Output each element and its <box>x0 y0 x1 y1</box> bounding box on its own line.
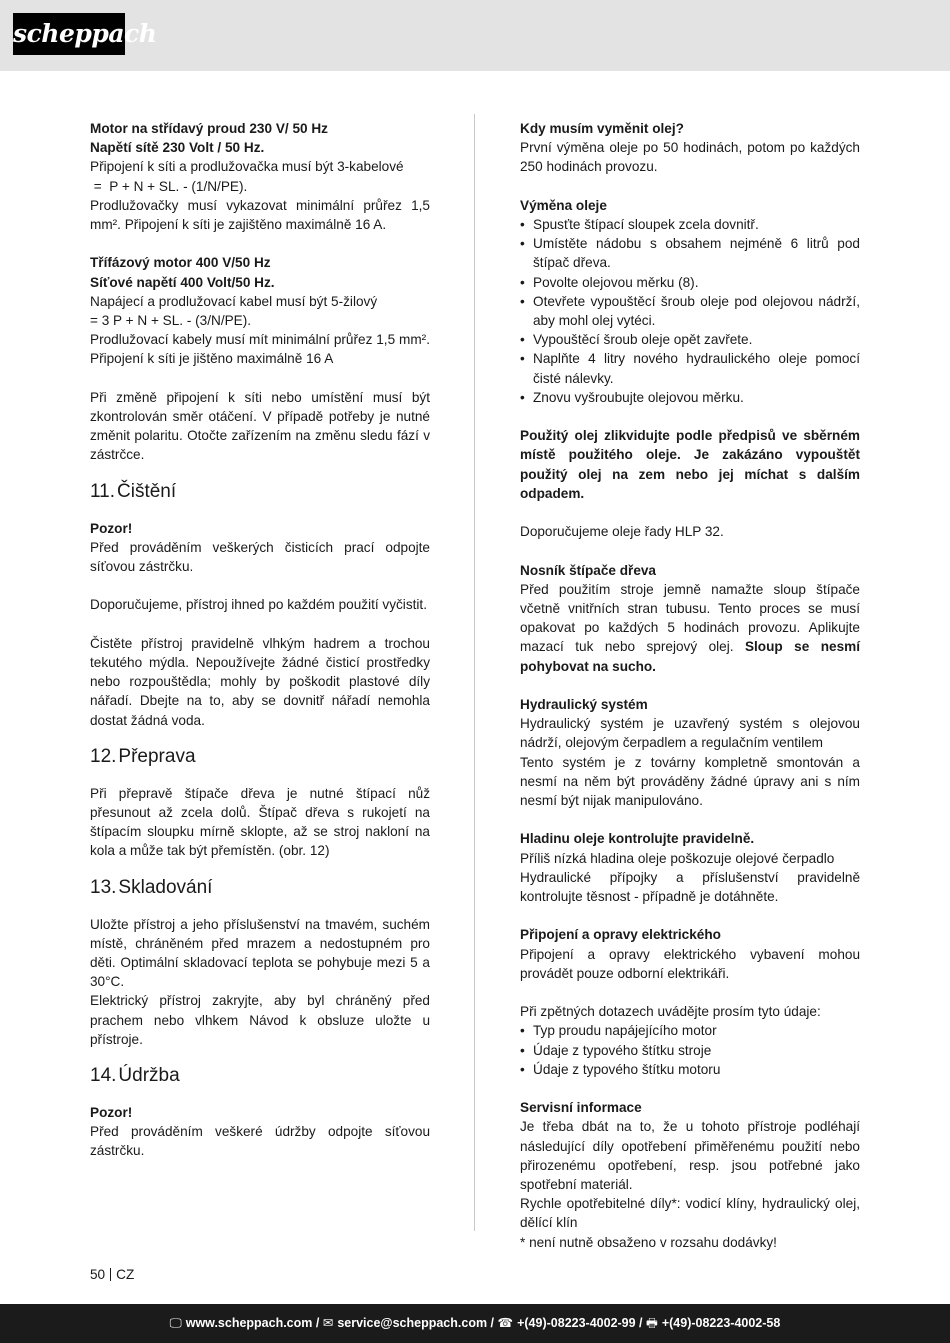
footer-email[interactable]: service@scheppach.com / <box>337 1316 495 1330</box>
paragraph: * není nutně obsaženo v rozsahu dodávky! <box>520 1234 777 1250</box>
paragraph: Čistěte přístroj pravidelně vlhkým hadrem a trochou tekutého mýdla. Nepoužívejte žádné čisticí prostředky nebo rozpouštědla; mohly by poškodit plastové díly nářadí. Dbejte na to, aby se dovnitř nářadí nemohla dostat žádná voda. <box>90 635 430 728</box>
paragraph <box>520 580 860 676</box>
page-separator <box>110 1268 111 1281</box>
section-number: 14. <box>90 1065 117 1087</box>
section-title: Údržba <box>118 1065 180 1087</box>
motor-3ph-line: = 3 P + N + SL. - (3/N/PE). <box>90 313 252 329</box>
polarity-text: Při změně připojení k síti nebo umístění musí být zkontrolován směr otáčení. V případě potřeby je nutné změnit polaritu. Otočte zařízením na změnu sledu fází v zástrčce. <box>90 389 430 463</box>
page-number-value: 50 <box>90 1267 106 1282</box>
motor-ac-line: Prodlužovačky musí vykazovat minimální průřez 1,5 mm². Připojení k síti je zajištěno maximálně 16 A. <box>90 197 430 233</box>
page-number <box>90 1265 134 1284</box>
paragraph: První výměna oleje po 50 hodinách, potom po každých 250 hodinách provozu. <box>520 140 860 175</box>
oil-change-title: Výměna oleje <box>520 197 607 213</box>
oil-change-steps <box>520 215 860 407</box>
paragraph: Uložte přístroj a jeho příslušenství na tmavém, suchém místě, chráněném před mrazem a nedostupném pro děti. Optimální skladovací teplota se pohybuje mezi 5 a 30°C. <box>90 916 430 990</box>
motor-3ph-line: Napájecí a prodlužovací kabel musí být 5-žilový <box>90 293 378 309</box>
paragraph: Tento systém je z továrny kompletně smontován a nesmí na něm být prováděny žádné úpravy ani s ním nesmí být nijak manipulováno. <box>520 754 860 809</box>
list-item: • Naplňte 4 litry nového hydraulického oleje pomocí čisté nálevky. <box>520 349 860 387</box>
motor-3ph-line: Prodlužovací kabely musí mít minimální průřez 1,5 mm². Připojení k síti je jištěno maximálně 16 A <box>90 332 430 367</box>
warning-label: Pozor! <box>90 520 133 536</box>
motor-ac-voltage: Napětí sítě 230 Volt / 50 Hz. <box>90 140 265 156</box>
section-number: 12. <box>90 745 117 767</box>
paragraph: Je třeba dbát na to, že u tohoto přístroje podléhají následující díly opotřebení přiměřenému použití nebo přirozenému opotřebení, resp. jsou potřebné jako spotřební materiál. <box>520 1119 860 1193</box>
column-text: Před použitím stroje jemně namažte sloup štípače včetně vnitřních stran tubusu. Tento proces se musí opakovat po každých 5 hodinách provozu. Aplikujte mazací tuk nebo sprejový olej. <box>520 581 860 655</box>
column-title: Nosník štípače dřeva <box>520 562 656 578</box>
paragraph: Příliš nízká hladina oleje poškozuje olejové čerpadlo <box>520 850 835 866</box>
phone-icon: ☎ <box>497 1316 514 1330</box>
section-title: Přeprava <box>118 745 196 767</box>
oil-when-title: Kdy musím vyměnit olej? <box>520 121 684 136</box>
monitor-icon: 🖵 <box>169 1316 182 1330</box>
section-title: Skladování <box>118 876 213 898</box>
footer-website[interactable]: www.scheppach.com / <box>185 1316 320 1330</box>
oil-level-title: Hladinu oleje kontrolujte pravidelně. <box>520 831 755 847</box>
list-item: • Otevřete vypouštěcí šroub oleje pod olejovou nádrží, aby mohl olej vytéci. <box>520 292 860 330</box>
list-item: • Typ proudu napájejícího motor <box>520 1021 860 1040</box>
section-number: 13. <box>90 876 117 898</box>
motor-3ph-voltage: Síťové napětí 400 Volt/50 Hz. <box>90 274 275 290</box>
motor-ac-title: Motor na střídavý proud 230 V/ 50 Hz <box>90 121 328 136</box>
motor-ac-line: Připojení k síti a prodlužovačka musí být 3-kabelové <box>90 159 404 175</box>
oil-disposal-notice: Použitý olej zlikvidujte podle předpisů ve sběrném místě použitého oleje. Je zakázáno vypouštět použitý olej na zem nebo jej míchat s dalším odpadem. <box>520 428 860 501</box>
list-item: • Umístěte nádobu s obsahem nejméně 6 litrů pod štípač dřeva. <box>520 234 860 272</box>
motor-3ph-title: Třífázový motor 400 V/50 Hz <box>90 255 271 271</box>
left-column <box>90 119 430 1161</box>
section-number: 11. <box>90 480 116 502</box>
section-heading-transport <box>90 744 430 770</box>
paragraph: Připojení a opravy elektrického vybavení mohou provádět pouze odborní elektrikáři. <box>520 946 860 981</box>
paragraph: Rychle opotřebitelné díly*: vodicí klíny, hydraulický olej, dělící klín <box>520 1196 860 1231</box>
section-heading-storage <box>90 875 430 901</box>
list-item: • Údaje z typového štítku motoru <box>520 1060 860 1079</box>
right-column <box>520 119 860 1252</box>
column-divider <box>474 114 475 1231</box>
envelope-icon: ✉ <box>322 1316 334 1330</box>
service-title: Servisní informace <box>520 1100 642 1116</box>
list-item: • Vypouštěcí šroub oleje opět zavřete. <box>520 330 860 349</box>
paragraph: Hydraulický systém je uzavřený systém s olejovou nádrží, olejovým čerpadlem a regulačním ventilem <box>520 716 860 751</box>
section-heading-maintenance <box>90 1063 430 1089</box>
column-text-bold: Sloup se nesmí pohybovat na sucho. <box>520 639 860 674</box>
paragraph: Při přepravě štípače dřeva je nutné štípací nůž přesunout až zcela dolů. Štípač dřeva s rukojetí na štípacím sloupku mírně sklopte, až se stroj nakloní na kola a může tak být přemístěn. (obr. 12) <box>90 785 430 859</box>
paragraph: Při zpětných dotazech uvádějte prosím tyto údaje: <box>520 1004 821 1020</box>
queries-list <box>520 1021 860 1079</box>
list-item: • Znovu vyšroubujte olejovou měrku. <box>520 388 860 407</box>
list-item: • Povolte olejovou měrku (8). <box>520 273 860 292</box>
language-code: CZ <box>116 1267 135 1282</box>
electric-title: Připojení a opravy elektrického <box>520 927 721 943</box>
footer-bar <box>0 1304 950 1343</box>
header-bar <box>0 0 950 71</box>
footer-fax: +(49)-08223-4002-58 <box>661 1316 781 1330</box>
paragraph: Hydraulické přípojky a příslušenství pravidelně kontrolujte těsnost - případně je dotáhněte. <box>520 869 860 905</box>
fax-icon: 🖶 <box>646 1316 658 1330</box>
section-heading-cleaning <box>90 479 430 505</box>
list-item: • Údaje z typového štítku stroje <box>520 1041 860 1060</box>
brand-logo: scheppach <box>13 13 125 55</box>
warning-label: Pozor! <box>90 1105 133 1121</box>
section-title: Čištění <box>117 480 177 502</box>
list-item: • Spusťte štípací sloupek zcela dovnitř. <box>520 215 860 234</box>
footer-phone: +(49)-08223-4002-99 / <box>517 1316 643 1330</box>
paragraph: Doporučujeme, přístroj ihned po každém použití vyčistit. <box>90 597 427 613</box>
hydraulic-title: Hydraulický systém <box>520 697 648 713</box>
oil-recommendation: Doporučujeme oleje řady HLP 32. <box>520 524 724 540</box>
paragraph: Před prováděním veškerých čisticích prací odpojte síťovou zástrčku. <box>90 539 430 575</box>
paragraph: Před prováděním veškeré údržby odpojte síťovou zástrčku. <box>90 1124 430 1159</box>
paragraph: Elektrický přístroj zakryjte, aby byl chráněný před prachem nebo vlhkem Návod k obsluze uložte u přístroje. <box>90 993 430 1047</box>
motor-ac-line: = P + N + SL. - (1/N/PE). <box>90 178 248 194</box>
